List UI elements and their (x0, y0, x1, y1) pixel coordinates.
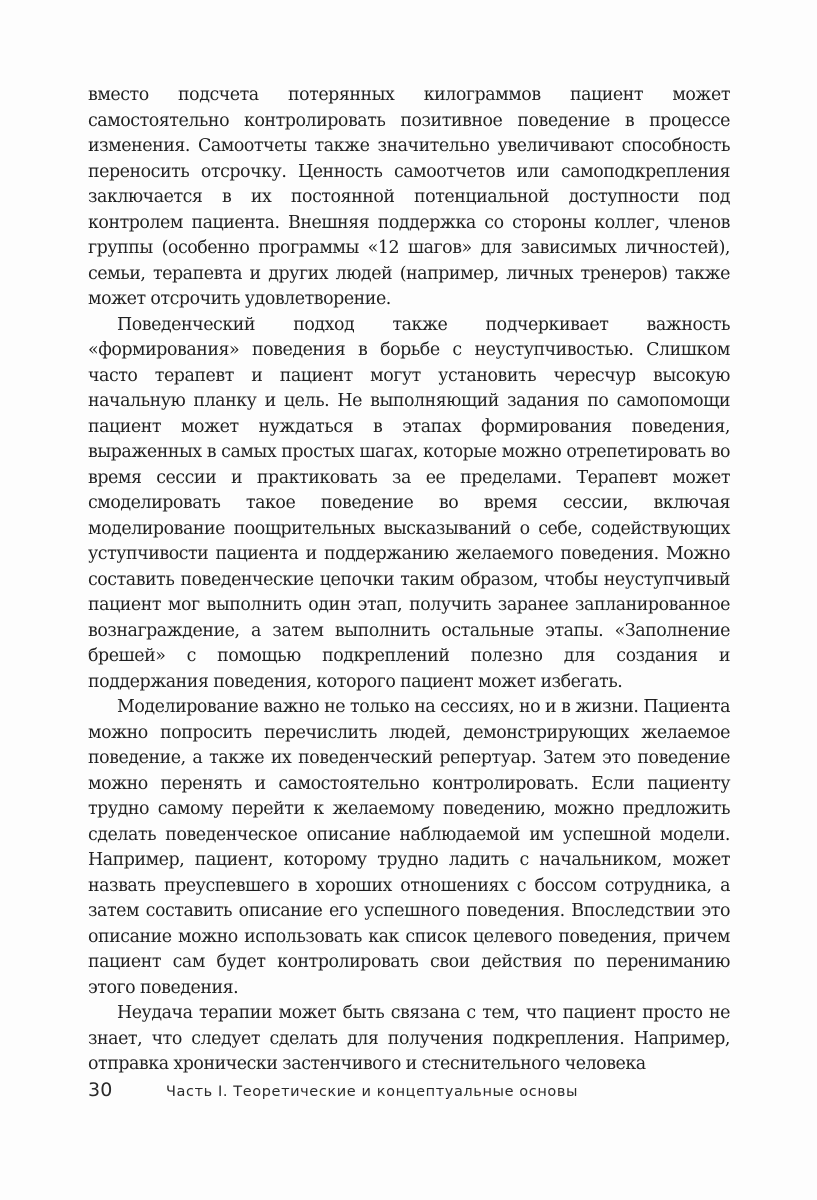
paragraph-modeling: Моделирование важно не только на сессиях, но и в жизни. Пациента можно попросить перечислить людей, демонстрирующих желаемое поведение, а также их поведенческий репертуар. Затем это поведение можно перенять и самостоятельно контролировать. Если пациенту трудно самому перейти к желаемому поведению, можно предложить сделать поведенческое описание наблюдаемой им успешной модели. Например, пациент, которому трудно ладить с начальником, может назвать преуспевшего в хороших отношениях с боссом сотрудника, а затем составить описание его успешного поведения. Впоследствии это описание можно использовать как список целевого поведения, причем пациент сам будет контролировать свои действия по перениманию этого поведения. (88, 697, 730, 998)
paragraph-therapy-failure: Неудача терапии может быть связана с тем, что пациент просто не знает, что следует сделать для получения подкрепления. Например, отправка хронически застенчивого и стеснительного человека (88, 1003, 730, 1074)
page-number: 30 (88, 1079, 113, 1101)
paragraph-continuation: вместо подсчета потерянных килограммов пациент может самостоятельно контролировать позитивное поведение в процессе изменения. Самоотчеты также значительно увеличивают способность переносить отсрочку. Ценность самоотчетов или самоподкрепления заключается в их постоянной потенциальной доступности под контролем пациента. Внешняя поддержка со стороны коллег, членов группы (особенно программы «12 шагов» для зависимых личностей), семьи, терапевта и других людей (например, личных тренеров) также может отсрочить удовлетворение. (88, 85, 730, 309)
page-footer (88, 1079, 730, 1109)
paragraph-shaping-behavior: Поведенческий подход также подчеркивает важность «формирования» поведения в борьбе с неуступчивостью. Слишком часто терапевт и пациент могут установить чересчур высокую начальную планку и цель. Не выполняющий задания по самопомощи пациент может нуждаться в этапах формирования поведения, выраженных в самых простых шагах, которые можно отрепетировать во время сессии и практиковать за ее пределами. Терапевт может смоделировать такое поведение во время сессии, включая моделирование поощрительных высказываний о себе, содействующих уступчивости пациента и поддержанию желаемого поведения. Можно составить поведенческие цепочки таким образом, чтобы неуступчивый пациент мог выполнить один этап, получить заранее запланированное вознаграждение, а затем выполнить остальные этапы. «Заполнение брешей» с помощью подкреплений полезно для создания и поддержания поведения, которого пациент может избегать. (88, 314, 730, 692)
body-text (88, 83, 730, 1078)
running-title: Часть I. Теоретические и концептуальные основы (166, 1084, 579, 1100)
